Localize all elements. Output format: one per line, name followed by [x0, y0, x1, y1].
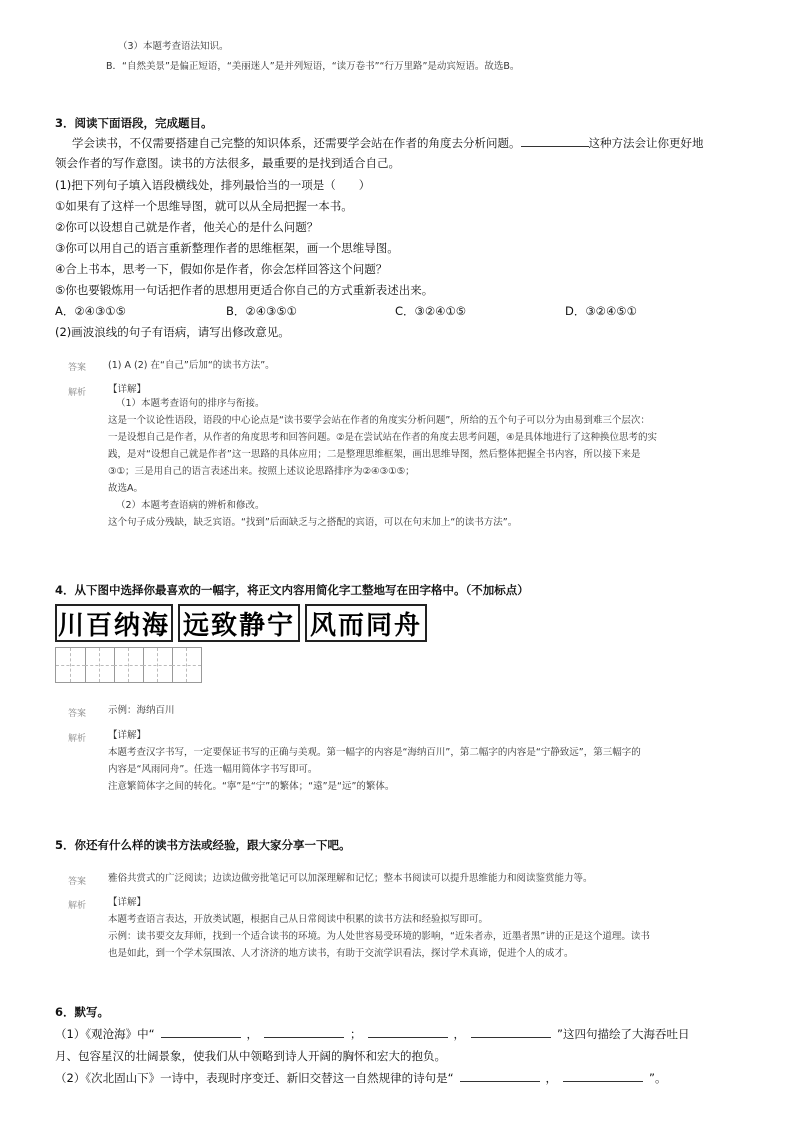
q2-note-3: （3）本题考查语法知识。: [118, 41, 229, 52]
q3-item-5: ⑤你也要锻炼用一句话把作者的思想用更适合你自己的方式重新表述出来。: [55, 283, 434, 297]
q5-analysis-line: 示例：读书要交友拜师，找到一个适合读书的环境。为人处世容易受环境的影响，“近朱者赤，近墨者黑”讲的正是这个道理。读书: [108, 931, 650, 942]
q4-answer: 示例：海纳百川: [108, 705, 175, 716]
q5-analysis-line: 【详解】: [108, 897, 147, 908]
q6-line-1: （1）《观沧海》中“ ， ； ， ”这四句描绘了大海吞吐日: [55, 1027, 690, 1041]
calligraphy-panel-1: 川百纳海: [55, 604, 173, 642]
q3-analysis-label: 解析: [68, 388, 87, 398]
q5-analysis: [108, 896, 748, 961]
q3-item-4: ④合上书本，思考一下，假如你是作者，你会怎样回答这个问题？: [55, 262, 388, 276]
q5-answer: 雅俗共赏式的广泛阅读；边读边做旁批笔记可以加深理解和记忆；整本书阅读可以提升思维能力和阅读鉴赏能力等。: [108, 873, 593, 884]
q3-analysis-line: 这是一个议论性语段，语段的中心论点是“读书要学会站在作者的角度实分析问题”，所给的五个句子可以分为由易到难三个层次：: [108, 415, 650, 426]
q4-analysis: [108, 729, 748, 794]
q3-option-b: B．②④③⑤①: [226, 304, 297, 318]
q3-analysis-line: 这个句子成分残缺，缺乏宾语。“找到”后面缺乏与之搭配的宾语，可以在句末加上“的读书方法”。: [108, 517, 518, 528]
q5-analysis-line: 也是如此，到一个学术氛围浓、人才济济的地方读书，有助于交流学识看法，探讨学术真谛，促进个人的成才。: [108, 948, 574, 959]
q4-answer-label: 答案: [68, 709, 87, 719]
q3-para2: 领会作者的写作意图。读书的方法很多，最重要的是找到适合自己。: [55, 156, 400, 170]
q6-blank-2[interactable]: [264, 1025, 344, 1038]
q3-answer: (1) A (2) 在“自己”后加“的读书方法”。: [108, 360, 275, 371]
q3-analysis-line: ③①；三是用自己的语言表述出来。按照上述议论思路排序为②④③①⑤；: [108, 466, 415, 477]
q5-title: 5．你还有什么样的读书方法或经验，跟大家分享一下吧。: [55, 838, 351, 852]
q3-analysis-line: 践，是对“设想自己就是作者”这一思路的具体应用；二是整理思维框架，画出思维导图，然后整体把握全书内容，所以接下来是: [108, 449, 641, 460]
q3-option-d: D．③②④⑤①: [565, 304, 637, 318]
q3-answer-label: 答案: [68, 363, 87, 373]
q6-line-2: 月、包容星汉的壮阔景象，使我们从中领略到诗人开阔的胸怀和宏大的抱负。: [55, 1049, 446, 1063]
q3-item-2: ②你可以设想自己就是作者，他关心的是什么问题？: [55, 220, 319, 234]
q3-sub1: (1)把下列句子填入语段横线处，排列最恰当的一项是（ ）: [55, 178, 371, 192]
q5-analysis-line: 本题考查语言表达，开放类试题，根据自己从日常阅读中积累的读书方法和经验拟写即可。: [108, 914, 489, 925]
q4-analysis-line: 本题考查汉字书写，一定要保证书写的正确与美观。第一幅字的内容是“海纳百川”，第二幅字的内容是“宁静致远”，第三幅字的: [108, 747, 641, 758]
q6-title: 6．默写。: [55, 1005, 110, 1019]
q5-analysis-label: 解析: [68, 901, 87, 911]
calligraphy-panel-2: 远致静宁: [178, 604, 300, 642]
q6-blank-1[interactable]: [161, 1025, 241, 1038]
q6-blank-3[interactable]: [368, 1025, 448, 1038]
q4-analysis-label: 解析: [68, 734, 87, 744]
q3-title: 3．阅读下面语段，完成题目。: [55, 116, 213, 130]
q3-blank: [521, 134, 589, 147]
tianzige-grid[interactable]: [55, 647, 202, 683]
q3-para1: 学会读书，不仅需要搭建自己完整的知识体系，还需要学会站在作者的角度去分析问题。 这种方法会让你更好地: [72, 136, 704, 150]
calligraphy-panel-3: 风而同舟: [305, 604, 427, 642]
q6-blank-5[interactable]: [460, 1069, 540, 1082]
q3-analysis-line: （2）本题考查语病的辨析和修改。: [116, 500, 265, 511]
q3-analysis-line: （1）本题考查语句的排序与衔接。: [116, 398, 265, 409]
q3-analysis-line: 故选A。: [108, 483, 143, 494]
q3-analysis-line: 【详解】: [108, 384, 147, 395]
q5-answer-label: 答案: [68, 877, 87, 887]
q3-item-1: ①如果有了这样一个思维导图，就可以从全局把握一本书。: [55, 199, 353, 213]
q3-option-a: A．②④③①⑤: [55, 304, 126, 318]
q6-blank-4[interactable]: [471, 1025, 551, 1038]
q6-line-3: （2）《次北固山下》一诗中，表现时序变迁、新旧交替这一自然规律的诗句是“ ， ”。: [55, 1071, 667, 1085]
q4-analysis-line: 内容是“风雨同舟”。任选一幅用简体字书写即可。: [108, 764, 318, 775]
q4-title: 4．从下图中选择你最喜欢的一幅字，将正文内容用简化字工整地写在田字格中。（不加标点）: [55, 583, 529, 597]
q2-note-b: B．“自然美景”是偏正短语，“美丽迷人”是并列短语，“读万卷书”“行万里路”是动宾短语。故选B。: [106, 61, 520, 72]
q4-analysis-line: 注意繁简体字之间的转化。“寧”是“宁”的繁体；“遠”是“远”的繁体。: [108, 781, 395, 792]
q3-analysis-line: 一是设想自己是作者，从作者的角度思考和回答问题。②是在尝试站在作者的角度去思考问题，④是具体地进行了这种换位思考的实: [108, 432, 658, 443]
q4-analysis-line: 【详解】: [108, 730, 147, 741]
q3-analysis: [108, 383, 748, 530]
q3-sub2: (2)画波浪线的句子有语病，请写出修改意见。: [55, 325, 290, 339]
q6-blank-6[interactable]: [563, 1069, 643, 1082]
q3-option-c: C．③②④①⑤: [395, 304, 467, 318]
q3-item-3: ③你可以用自己的语言重新整理作者的思维框架，画一个思维导图。: [55, 241, 399, 255]
